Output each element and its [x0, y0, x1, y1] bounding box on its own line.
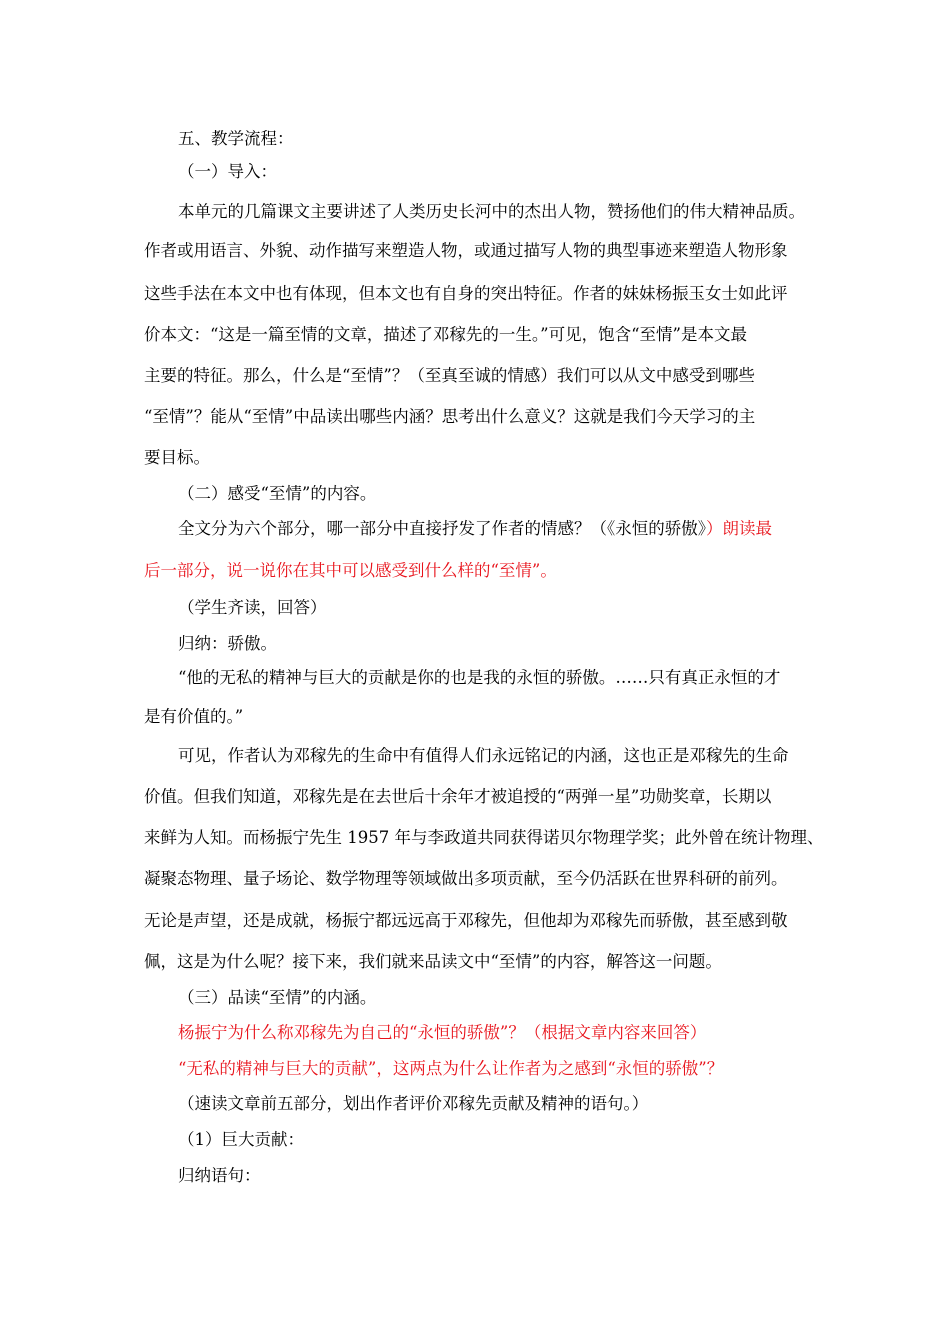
- analysis-line-4: 凝聚态物理、量子场论、数学物理等领域做出多项贡献，至今仍活跃在世界科研的前列。: [144, 869, 788, 888]
- intro-line-2: 作者或用语言、外貌、动作描写来塑造人物，或通过描写人物的典型事迹来塑造人物形象: [144, 241, 788, 260]
- subsection-meaning: （三）品读“至情”的内涵。: [178, 988, 377, 1007]
- intro-line-6: “至情”？能从“至情”中品读出哪些内涵？思考出什么意义？这就是我们今天学习的主: [144, 407, 756, 426]
- intro-line-4: 价本文：“这是一篇至情的文章，描述了邓稼先的一生。”可见，饱含“至情”是本文最: [144, 325, 747, 344]
- intro-line-7: 要目标。: [144, 448, 210, 467]
- intro-line-3: 这些手法在本文中也有体现，但本文也有自身的突出特征。作者的妹妹杨振玉女士如此评: [144, 284, 788, 303]
- section-heading: 五、教学流程：: [178, 129, 294, 148]
- question-1-text: 全文分为六个部分，哪一部分中直接抒发了作者的情感？（《永恒的骄傲》: [178, 519, 706, 538]
- item-contribution: （1）巨大贡献：: [178, 1130, 304, 1149]
- subsection-feel: （二）感受“至情”的内容。: [178, 484, 377, 503]
- quote-line-1: “他的无私的精神与巨大的贡献是你的也是我的永恒的骄傲。……只有真正永恒的才: [178, 668, 781, 687]
- question-2: 杨振宁为什么称邓稼先为自己的“永恒的骄傲”？（根据文章内容来回答）: [178, 1023, 707, 1042]
- intro-line-5: 主要的特征。那么，什么是“至情”？（至真至诚的情感）我们可以从文中感受到哪些: [144, 366, 755, 385]
- question-1-red-text: ）朗读最: [706, 519, 772, 538]
- student-note: （学生齐读，回答）: [178, 598, 327, 617]
- question-3: “无私的精神与巨大的贡献”，这两点为什么让作者为之感到“永恒的骄傲”？: [178, 1059, 724, 1078]
- quote-line-2: 是有价值的。”: [144, 707, 244, 726]
- summary-sentences: 归纳语句：: [178, 1166, 261, 1185]
- analysis-line-3: 来鲜为人知。而杨振宁先生 1957 年与李政道共同获得诺贝尔物理学奖；此外曾在统计物理、: [144, 828, 824, 847]
- analysis-line-1: 可见，作者认为邓稼先的生命中有值得人们永远铭记的内涵，这也正是邓稼先的生命: [178, 746, 789, 765]
- analysis-line-2: 价值。但我们知道，邓稼先是在去世后十余年才被追授的“两弹一星”功勋奖章，长期以: [144, 787, 772, 806]
- question-1-line-1: [178, 518, 772, 540]
- subsection-intro: （一）导入：: [178, 162, 277, 181]
- analysis-line-6: 佩，这是为什么呢？接下来，我们就来品读文中“至情”的内容，解答这一问题。: [144, 952, 722, 971]
- intro-line-1: 本单元的几篇课文主要讲述了人类历史长河中的杰出人物，赞扬他们的伟大精神品质。: [178, 202, 805, 221]
- analysis-line-5: 无论是声望，还是成就，杨振宁都远远高于邓稼先，但他却为邓稼先而骄傲，甚至感到敬: [144, 911, 788, 930]
- reading-note: （速读文章前五部分，划出作者评价邓稼先贡献及精神的语句。）: [178, 1094, 649, 1113]
- summary-pride: 归纳：骄傲。: [178, 634, 277, 653]
- question-1-line-2: 后一部分，说一说你在其中可以感受到什么样的“至情”。: [144, 561, 557, 580]
